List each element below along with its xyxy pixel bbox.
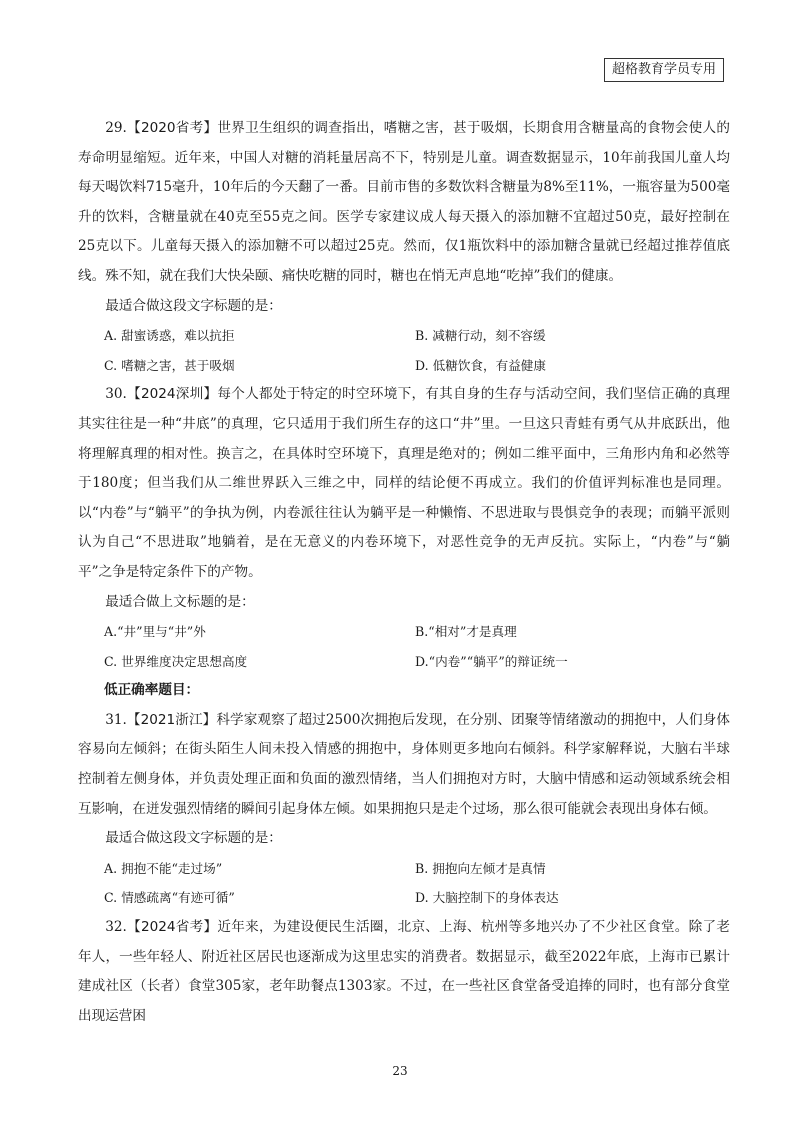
question-content — [78, 114, 730, 1031]
header-label: 超格教育学员专用 — [611, 62, 716, 77]
page-number: 23 — [392, 1064, 408, 1078]
question-31-options — [104, 854, 730, 913]
question-31-body — [78, 706, 730, 824]
question-number: 29. — [105, 120, 127, 136]
question-29-options — [104, 321, 730, 380]
option-c: C. 情感疏离“有迹可循” — [104, 890, 235, 906]
question-30-prompt: 最适合做上文标题的是： — [105, 593, 255, 610]
option-b: B. 拥抱向左倾才是真情 — [415, 860, 546, 876]
question-source-tag: 【2020省考】 — [126, 120, 218, 136]
option-b: B.“相对”才是真理 — [415, 624, 517, 640]
question-source-tag: 【2021浙江】 — [126, 711, 217, 728]
question-text: 世界卫生组织的调查指出，嗜糖之害，甚于吸烟，长期食用含糖量高的食物会使人的寿命明显缩短。近年来，中国人对糖的消耗量居高不下，特别是儿童。调查数据显示，10年前我国儿童人均每天喝饮料715毫升，10年后的今天翻了一番。目前市售的多数饮料含糖量为8%至11%，一瓶容量为500毫升的饮料，含糖量就在40克至55克之间。医学专家建议成人每天摄入的添加糖不宜超过50克，最好控制在25克以下。儿童每天摄入的添加糖不可以超过25克。然而，仅1瓶饮料中的添加糖含量就已经超过推荐值底线。殊不知，就在我们大快朵颐、痛快吃糖的同时，糖也在悄无声息地“吃掉”我们的健康。 — [78, 120, 730, 284]
question-number: 32. — [105, 919, 127, 936]
option-c: C. 世界维度决定思想高度 — [104, 653, 248, 669]
question-30-body — [78, 380, 730, 587]
question-31-prompt: 最适合做这段文字标题的是： — [105, 830, 282, 847]
option-b: B. 减糖行动，刻不容缓 — [415, 328, 546, 344]
question-text: 近年来，为建设便民生活圈，北京、上海、杭州等多地兴办了不少社区食堂。除了老年人，一些年轻人、附近社区居民也逐渐成为这里忠实的消费者。数据显示，截至2022年底，上海市已累计建成社区（长者）食堂305家，老年助餐点1303家。不过，在一些社区食堂备受追捧的同时，也有部分食堂出现运营困 — [78, 919, 730, 1024]
option-c: C. 嗜糖之害，甚于吸烟 — [104, 357, 235, 373]
question-text: 科学家观察了超过2500次拥抱后发现，在分别、团聚等情绪激动的拥抱中，人们身体容易向左倾斜；在街头陌生人间未投入情感的拥抱中，身体则更多地向右倾斜。科学家解释说，大脑右半球控制着左侧身体，并负责处理正面和负面的激烈情绪，当人们拥抱对方时，大脑中情感和运动领域系统会相互影响，在迸发强烈情绪的瞬间引起身体左倾。如果拥抱只是走个过场，那么很可能就会表现出身体右倾。 — [78, 711, 730, 817]
question-text: 每个人都处于特定的时空环境下，有其自身的生存与活动空间，我们坚信正确的真理其实往往是一种“井底”的真理，它只适用于我们所生存的这口“井”里。一旦这只青蛙有勇气从井底跃出，他将理解真理的相对性。换言之，在具体时空环境下，真理是绝对的；例如二维平面中，三角形内角和必然等于180度；但当我们从二维世界跃入三维之中，同样的结论便不再成立。我们的价值评判标准也是同理。以“内卷”与“躺平”的争执为例，内卷派往往认为躺平是一种懒惰、不思进取与畏惧竞争的表现；而躺平派则认为自己“不思进取”地躺着，是在无意义的内卷环境下，对恶性竞争的无声反抗。实际上，“内卷”与“躺平”之争是特定条件下的产物。 — [78, 386, 730, 580]
option-a: A. 甜蜜诱惑，难以抗拒 — [104, 328, 235, 344]
question-source-tag: 【2024省考】 — [126, 919, 218, 936]
question-number: 30. — [105, 386, 127, 403]
question-29-body — [78, 114, 730, 292]
question-32-body — [78, 913, 730, 1031]
option-d: D.“内卷”“躺平”的辩证统一 — [415, 653, 568, 669]
option-a: A. 拥抱不能“走过场” — [104, 860, 223, 876]
question-30-options — [104, 617, 730, 676]
question-29-prompt: 最适合做这段文字标题的是： — [105, 297, 282, 314]
question-number: 31. — [105, 711, 127, 728]
header-label-box — [604, 58, 724, 82]
section-title: 低正确率题目： — [104, 682, 200, 699]
option-a: A.“井”里与“井”外 — [104, 624, 206, 640]
option-d: D. 大脑控制下的身体表达 — [415, 890, 559, 906]
option-d: D. 低糖饮食，有益健康 — [415, 357, 546, 373]
question-source-tag: 【2024深圳】 — [126, 386, 218, 403]
